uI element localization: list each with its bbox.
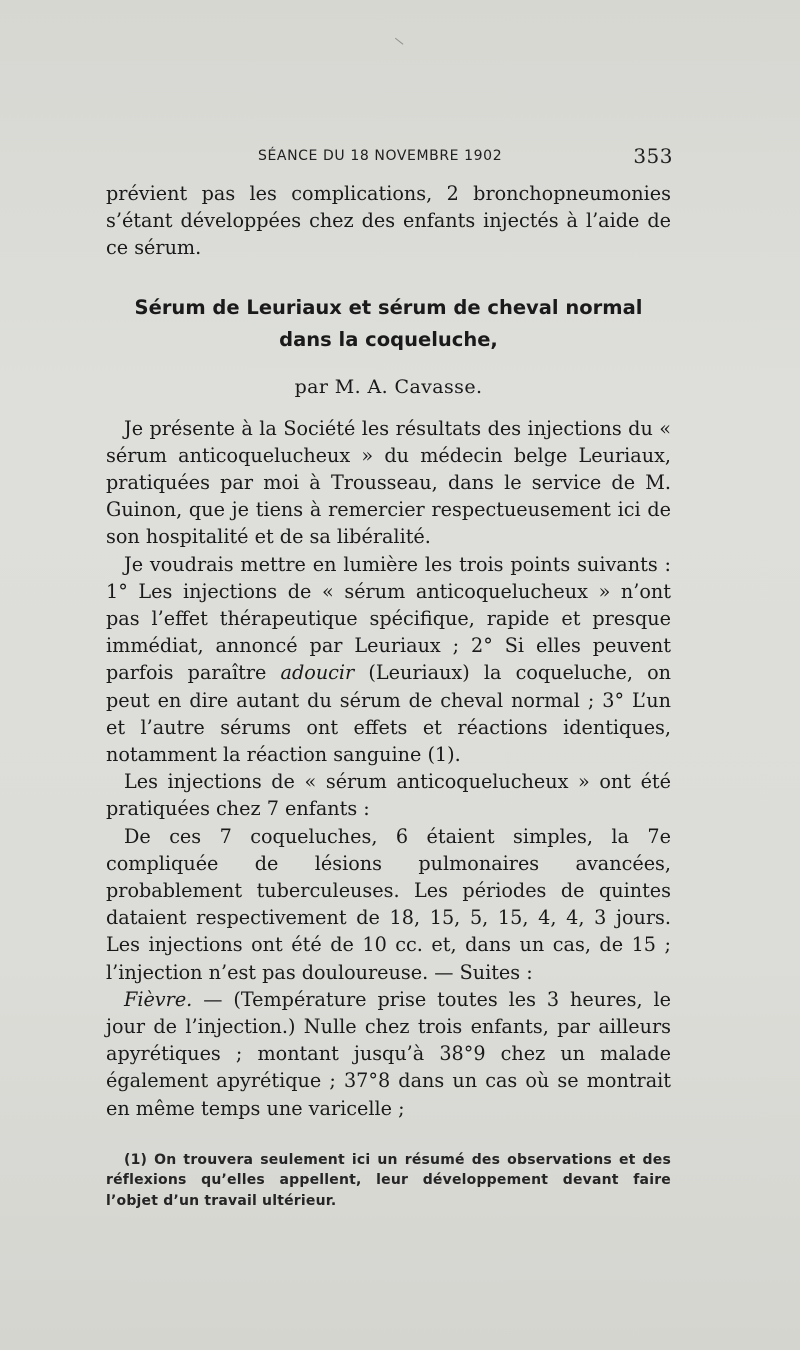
- section-title-line-1: Sérum de Leuriaux et sérum de cheval normal: [134, 295, 643, 319]
- page-number: 353: [633, 144, 673, 168]
- paragraph-2-part-2: (Leuriaux) la coqueluche, on peut en dire autant du sérum de cheval normal ; 3° L’un et l’autre sérums ont effets et réactions identiques, notamment la réaction sanguine (1).: [106, 661, 672, 767]
- intro-paragraph: prévient pas les complications, 2 bronchopneumonies s’étant développées chez des enfants injectés à l’aide de ce sérum.: [106, 182, 671, 260]
- page-content: [106, 140, 671, 1211]
- paragraph-1: Je présente à la Société les résultats des injections du « sérum anticoquelucheux » du médecin belge Leuriaux, pratiquées par moi à Trousseau, dans le service de M. Guinon, que je tiens à remercier respectueusement ici de son hospitalité et de sa libéralité.: [106, 416, 671, 549]
- running-title: SÉANCE DU 18 NOVEMBRE 1902: [258, 148, 503, 164]
- running-head: [106, 140, 671, 176]
- paragraph-5: [106, 986, 671, 1122]
- section-title-line-2: dans la coqueluche,: [279, 327, 498, 351]
- paragraph-4: De ces 7 coqueluches, 6 étaient simples, la 7e compliquée de lésions pulmonaires avancées, probablement tuberculeuses. Les périodes de quintes dataient respectivement de 18, 15, 5, 15, 4, 4, 3 jours. Les injections ont été de 10 cc. et, dans un cas, de 15 ; l’injection n’est pas douloureuse. — Suites :: [106, 824, 671, 984]
- paragraph-2: [106, 551, 671, 769]
- italic-heading-fievre: Fièvre.: [124, 987, 193, 1011]
- footnote: (1) On trouvera seulement ici un résumé des observations et des réflexions qu’elles appellent, leur développement devant faire l’objet d’un travail ultérieur.: [106, 1151, 671, 1209]
- paragraph-5-text: — (Température prise toutes les 3 heures, le jour de l’injection.) Nulle chez trois enfants, par ailleurs apyrétiques ; montant jusqu’à 38°9 chez un malade également apyrétique ; 37°8 dans un cas où se montrait en même temps une varicelle ;: [106, 987, 671, 1120]
- paragraph-2-part-1: Je voudrais mettre en lumière les trois points suivants : 1° Les injections de « sérum anticoquelucheux » n’ont pas l’effet thérapeutique spécifique, rapide et presque immédiat, annoncé par Leuriaux ; 2° Si elles peuvent parfois paraître: [106, 552, 671, 685]
- stray-mark: [391, 38, 404, 50]
- italic-term-adoucir: adoucir: [280, 661, 355, 685]
- body-text: [106, 415, 671, 1122]
- author-line: par M. A. Cavasse.: [294, 375, 483, 398]
- section-title: [106, 292, 671, 356]
- paragraph-3: Les injections de « sérum anticoquelucheux » ont été pratiquées chez 7 enfants :: [106, 770, 671, 821]
